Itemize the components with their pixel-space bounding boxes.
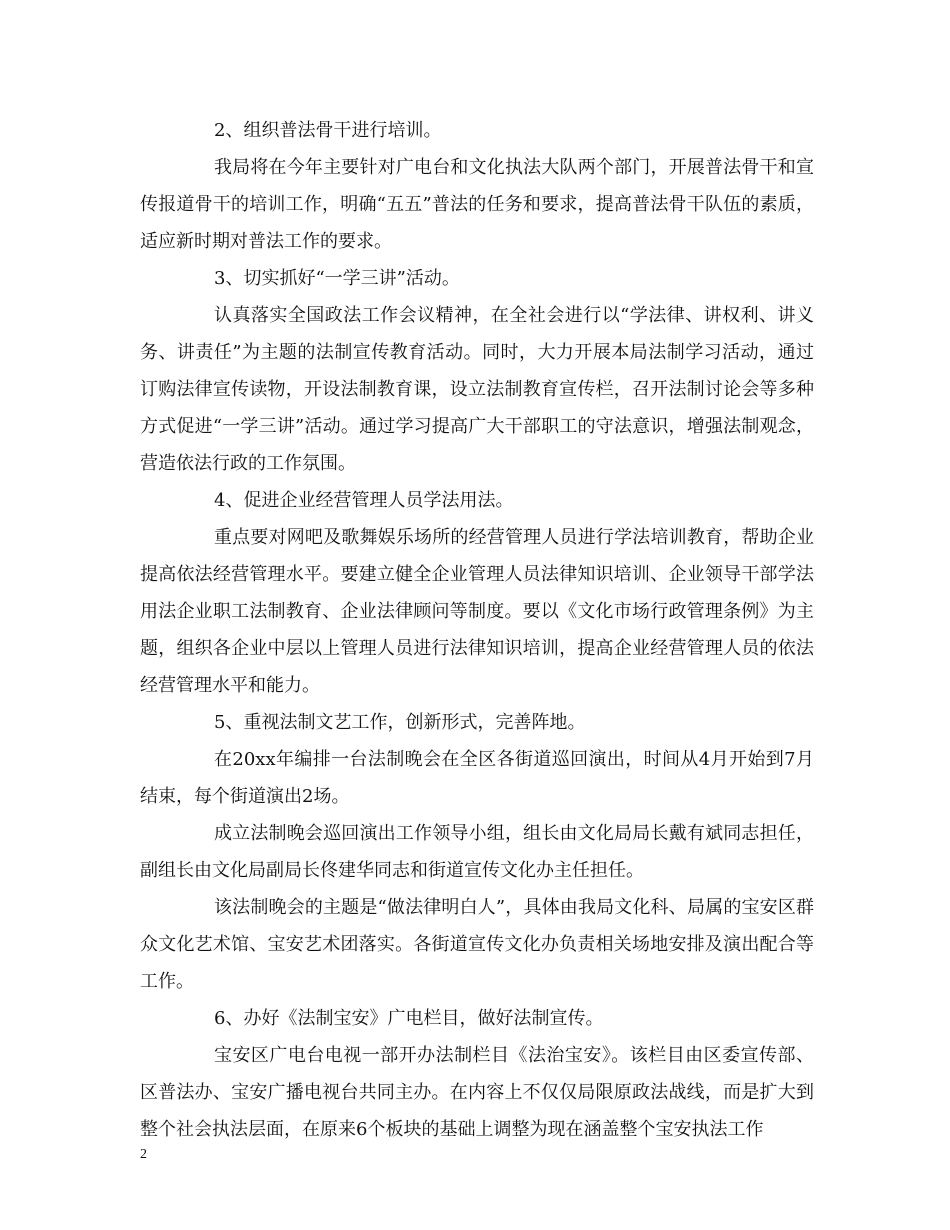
body-paragraph: 我局将在今年主要针对广电台和文化执法大队两个部门，开展普法骨干和宣传报道骨干的培训工作，明确“五五”普法的任务和要求，提高普法骨干队伍的素质，适应新时期对普法工作的要求。: [140, 157, 814, 252]
section-heading-2: 2、组织普法骨干进行培训。: [214, 120, 442, 141]
section-heading-3: 3、切实抓好“一学三讲”活动。: [214, 268, 460, 289]
body-paragraph: 认真落实全国政法工作会议精神，在全社会进行以“学法律、讲权利、讲义务、讲责任”为主题的法制宣传教育活动。同时，大力开展本局法制学习活动，通过订购法律宣传读物，开设法制教育课，设立法制教育宣传栏，召开法制讨论会等多种方式促进“一学三讲”活动。通过学习提高广大干部职工的守法意识，增强法制观念，营造依法行政的工作氛围。: [140, 305, 814, 474]
body-paragraph: 在20xx年编排一台法制晚会在全区各街道巡回演出，时间从4月开始到7月结束，每个街道演出2场。: [140, 749, 814, 807]
body-paragraph: 成立法制晚会巡回演出工作领导小组，组长由文化局局长戴有斌同志担任，副组长由文化局副局长佟建华同志和街道宣传文化办主任担任。: [140, 823, 814, 881]
document-body: [140, 112, 814, 1148]
section-heading-4: 4、促进企业经营管理人员学法用法。: [214, 490, 514, 511]
body-paragraph: 宝安区广电台电视一部开办法制栏目《法治宝安》。该栏目由区委宣传部、区普法办、宝安广播电视台共同主办。在内容上不仅仅局限原政法战线，而是扩大到整个社会执法层面，在原来6个板块的基础上调整为现在涵盖整个宝安执法工作: [140, 1045, 814, 1140]
body-paragraph: 重点要对网吧及歌舞娱乐场所的经营管理人员进行学法培训教育，帮助企业提高依法经营管理水平。要建立健全企业管理人员法律知识培训、企业领导干部学法用法企业职工法制教育、企业法律顾问等制度。要以《文化市场行政管理条例》为主题，组织各企业中层以上管理人员进行法律知识培训，提高企业经营管理人员的依法经营管理水平和能力。: [140, 527, 814, 696]
section-heading-5: 5、重视法制文艺工作，创新形式，完善阵地。: [214, 712, 586, 733]
section-heading-6: 6、办好《法制宝安》广电栏目，做好法制宣传。: [214, 1008, 604, 1029]
body-paragraph: 该法制晚会的主题是“做法律明白人”，具体由我局文化科、局属的宝安区群众文化艺术馆、宝安艺术团落实。各街道宣传文化办负责相关场地安排及演出配合等工作。: [140, 897, 814, 992]
page-number: 2: [140, 1147, 147, 1162]
